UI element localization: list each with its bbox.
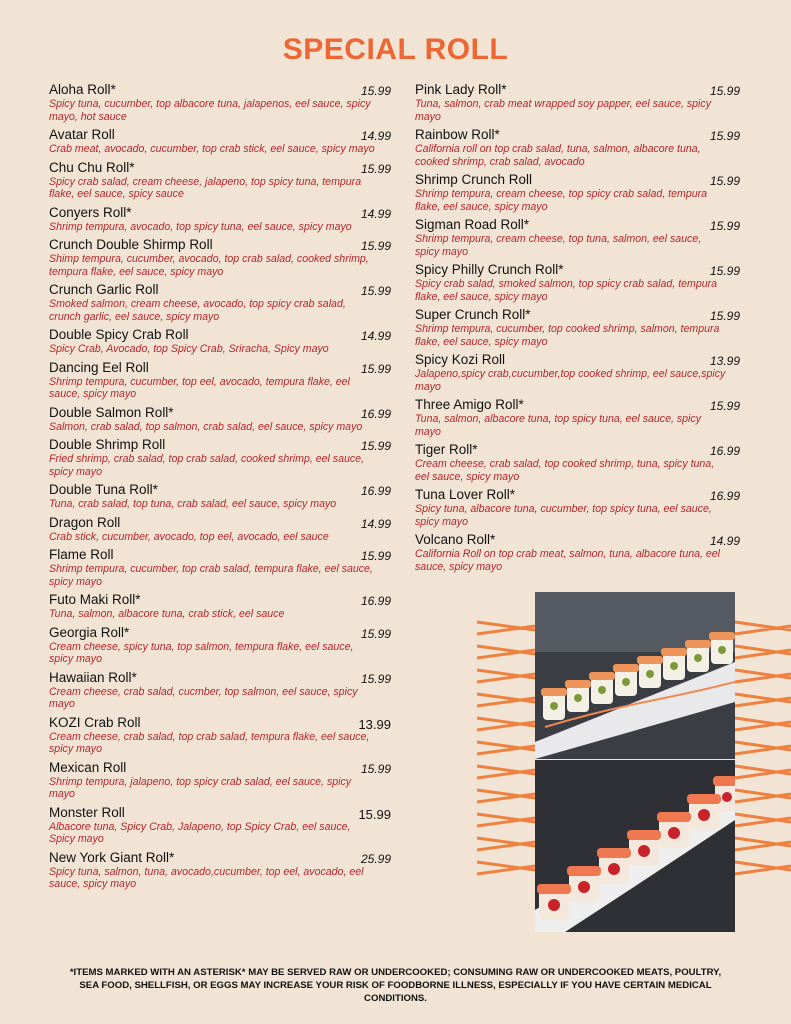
- menu-item-description: California roll on top crab salad, tuna, salmon, albacore tuna, cooked shrimp, crab salad, avocado: [415, 143, 701, 168]
- menu-item-description: Tuna, salmon, albacore tuna, top spicy tuna, eel sauce, spicy mayo: [415, 413, 701, 438]
- menu-item: [415, 217, 740, 258]
- menu-item: [49, 82, 391, 123]
- menu-item-price: 15.99: [709, 309, 740, 323]
- menu-item-price: 25.99: [360, 851, 391, 866]
- menu-item-price: 15.99: [360, 84, 391, 98]
- menu-item-name: Aloha Roll*: [49, 82, 116, 97]
- menu-item: [49, 592, 391, 621]
- menu-item-price: 14.99: [360, 129, 391, 143]
- menu-item-price: 13.99: [709, 354, 740, 368]
- menu-item-price: 16.99: [360, 594, 391, 608]
- menu-item-price: 16.99: [709, 489, 740, 503]
- menu-item-price: 15.99: [360, 671, 391, 686]
- menu-item: [49, 437, 391, 478]
- menu-item: [415, 127, 740, 168]
- menu-item-name: Conyers Roll*: [49, 204, 132, 220]
- menu-column-left: [49, 82, 391, 895]
- menu-item: [415, 442, 740, 483]
- menu-item-description: Shrimp tempura, cucumber, top crab salad, tempura flake, eel sauce, spicy mayo: [49, 563, 373, 588]
- menu-item-price: 14.99: [360, 329, 391, 343]
- menu-item-price: 15.99: [360, 549, 391, 563]
- menu-item: [415, 532, 740, 573]
- menu-item: [49, 405, 391, 434]
- menu-item-price: 15.99: [709, 219, 740, 233]
- menu-item: [49, 547, 391, 588]
- menu-item-name: Tuna Lover Roll*: [415, 487, 516, 502]
- menu-item-name: Rainbow Roll*: [415, 127, 500, 142]
- menu-item-price: 15.99: [709, 174, 740, 188]
- menu-item: [415, 487, 740, 528]
- menu-item-price: 15.99: [360, 761, 391, 776]
- menu-column-right: [415, 82, 740, 577]
- menu-item-description: Shimp tempura, cucumber, avocado, top crab salad, cooked shrimp, tempura flake, eel sauce, spicy mayo: [49, 253, 369, 278]
- menu-item: [415, 82, 740, 123]
- menu-item: [49, 282, 391, 323]
- menu-item-name: Super Crunch Roll*: [415, 307, 531, 322]
- sushi-roll-photo-top: [535, 592, 735, 759]
- menu-item-description: Jalapeno,spicy crab,cucumber,top cooked shrimp, eel sauce,spicy mayo: [415, 368, 726, 393]
- menu-item-name: Dancing Eel Roll: [49, 359, 149, 375]
- menu-item-description: Salmon, crab salad, top salmon, crab salad, eel sauce, spicy mayo: [49, 420, 363, 433]
- menu-item: [49, 237, 391, 278]
- menu-item-price: 15.99: [360, 239, 391, 253]
- menu-item-name: Volcano Roll*: [415, 532, 496, 547]
- menu-item-description: Crab stick, cucumber, avocado, top eel, avocado, eel sauce: [49, 530, 329, 543]
- menu-item: [49, 160, 391, 201]
- menu-item-price: 15.99: [709, 264, 740, 278]
- menu-item-description: Tuna, crab salad, top tuna, crab salad, eel sauce, spicy mayo: [49, 498, 337, 510]
- menu-item-description: Cream cheese, spicy tuna, top salmon, tempura flake, eel sauce, spicy mayo: [49, 640, 354, 665]
- menu-item-description: Shrimp tempura, cucumber, top cooked shrimp, salmon, tempura flake, eel sauce, spicy mayo: [415, 323, 720, 348]
- menu-item-name: Georgia Roll*: [49, 624, 130, 640]
- menu-item-description: Fried shrimp, crab salad, top crab salad, cooked shrimp, eel sauce, spicy mayo: [49, 453, 365, 478]
- menu-item: [415, 262, 740, 303]
- menu-item-name: Spicy Kozi Roll: [415, 352, 506, 367]
- menu-item-price: 15.99: [709, 84, 740, 98]
- menu-item-description: California Roll on top crab meat, salmon, tuna, albacore tuna, eel sauce, spicy mayo: [415, 548, 721, 573]
- menu-item-name: Mexican Roll: [49, 759, 127, 775]
- menu-item-name: Flame Roll: [49, 547, 114, 562]
- menu-item-price: 15.99: [360, 161, 391, 176]
- menu-item: [49, 625, 391, 666]
- menu-item-description: Albacore tuna, Spicy Crab, Jalapeno, top Spicy Crab, eel sauce, Spicy mayo: [49, 820, 351, 845]
- menu-item-description: Spicy Crab, Avocado, top Spicy Crab, Sriracha, Spicy mayo: [49, 343, 329, 355]
- menu-item: [49, 805, 391, 846]
- menu-item-name: Sigman Road Roll*: [415, 217, 530, 232]
- menu-item-description: Smoked salmon, cream cheese, avocado, top spicy crab salad, crunch garlic, eel sauce, spicy mayo: [49, 298, 346, 323]
- menu-item-description: Crab meat, avocado, cucumber, top crab stick, eel sauce, spicy mayo: [49, 143, 375, 155]
- menu-item-name: Avatar Roll: [49, 127, 115, 142]
- menu-item-name: Double Salmon Roll*: [49, 404, 174, 420]
- menu-item-price: 14.99: [709, 534, 740, 548]
- menu-item-name: Shrimp Crunch Roll: [415, 172, 533, 187]
- menu-item-price: 13.99: [358, 716, 391, 732]
- menu-item: [49, 515, 391, 544]
- menu-item: [415, 172, 740, 213]
- menu-item-description: Shrimp tempura, avocado, top spicy tuna, eel sauce, spicy mayo: [49, 220, 352, 233]
- menu-item: [415, 307, 740, 348]
- menu-item-price: 15.99: [360, 626, 391, 641]
- menu-item-description: Tuna, salmon, albacore tuna, crab stick, eel sauce: [49, 608, 285, 620]
- menu-item-name: Double Shrimp Roll: [49, 437, 166, 452]
- menu-item-name: Dragon Roll: [49, 514, 121, 530]
- menu-item-price: 15.99: [358, 806, 391, 822]
- menu-item: [49, 360, 391, 401]
- menu-item-name: Monster Roll: [49, 804, 125, 820]
- menu-item: [49, 205, 391, 234]
- menu-item-description: Spicy tuna, cucumber, top albacore tuna, jalapenos, eel sauce, spicy mayo, hot sauce: [49, 98, 371, 123]
- menu-item: [49, 127, 391, 156]
- sushi-roll-photo-bottom: [535, 760, 735, 932]
- menu-item-description: Shrimp tempura, cucumber, top eel, avocado, tempura flake, eel sauce, spicy mayo: [49, 375, 350, 400]
- menu-item-name: Crunch Garlic Roll: [49, 282, 159, 297]
- menu-item-price: 15.99: [709, 129, 740, 143]
- menu-item-price: 16.99: [360, 406, 391, 421]
- menu-item: [415, 352, 740, 393]
- menu-item-name: Chu Chu Roll*: [49, 159, 135, 175]
- menu-item-price: 16.99: [709, 444, 740, 458]
- menu-item-price: 16.99: [360, 484, 391, 498]
- menu-item-name: New York Giant Roll*: [49, 849, 175, 865]
- menu-item-description: Cream cheese, crab salad, top crab salad, tempura flake, eel sauce, spicy mayo: [49, 730, 370, 755]
- menu-item-description: Shrimp tempura, cream cheese, top spicy crab salad, tempura flake, eel sauce, spicy mayo: [415, 188, 708, 213]
- page-title: SPECIAL ROLL: [282, 33, 509, 66]
- menu-item: [415, 397, 740, 438]
- menu-item-price: 15.99: [360, 439, 391, 453]
- menu-item: [49, 850, 391, 891]
- menu-item-name: Double Spicy Crab Roll: [49, 327, 189, 342]
- menu-item: [49, 760, 391, 801]
- menu-item-name: Spicy Philly Crunch Roll*: [415, 262, 564, 277]
- menu-item: [49, 327, 391, 356]
- menu-item-price: 14.99: [360, 516, 391, 531]
- menu-item-description: Shrimp tempura, cream cheese, top tuna, salmon, eel sauce, spicy mayo: [415, 233, 702, 258]
- menu-item-description: Cream cheese, crab salad, cucmber, top salmon, eel sauce, spicy mayo: [49, 685, 358, 710]
- menu-item-description: Cream cheese, crab salad, top cooked shrimp, tuna, spicy tuna, eel sauce, spicy mayo: [415, 458, 715, 483]
- menu-item-price: 15.99: [709, 399, 740, 413]
- menu-item-name: Futo Maki Roll*: [49, 592, 141, 607]
- menu-item-description: Spicy tuna, albacore tuna, cucumber, top spicy tuna, eel sauce, spicy mayo: [415, 503, 712, 528]
- menu-item-description: Spicy crab salad, cream cheese, jalapeno, top spicy tuna, tempura flake, eel sauce, spicy sauce: [49, 175, 362, 200]
- menu-item-description: Shrimp tempura, jalapeno, top spicy crab salad, eel sauce, spicy mayo: [49, 775, 352, 800]
- menu-item: [49, 715, 391, 756]
- menu-item-name: KOZI Crab Roll: [49, 714, 141, 730]
- menu-item-name: Pink Lady Roll*: [415, 82, 507, 97]
- menu-item-name: Double Tuna Roll*: [49, 482, 158, 497]
- allergy-disclaimer: *ITEMS MARKED WITH AN ASTERISK* MAY BE SERVED RAW OR UNDERCOOKED; CONSUMING RAW OR UNDERCOOKED MEATS, POULTRY, SEA FOOD, SHELLFISH, OR EGGS MAY INCREASE YOUR RISK OF FOODBORNE ILLNESS, ESPECIALLY IF YOU HAVE CERTAIN MEDICAL CONDITIONS.: [69, 967, 722, 1004]
- menu-item-name: Three Amigo Roll*: [415, 397, 524, 412]
- menu-item-name: Crunch Double Shirmp Roll: [49, 237, 213, 252]
- menu-item-description: Tuna, salmon, crab meat wrapped soy papper, eel sauce, spicy mayo: [415, 98, 711, 123]
- menu-item-price: 15.99: [360, 284, 391, 298]
- menu-item-name: Hawaiian Roll*: [49, 669, 137, 685]
- menu-item-description: Spicy crab salad, smoked salmon, top spicy crab salad, tempura flake, eel sauce, spicy mayo: [415, 278, 718, 303]
- menu-item-name: Tiger Roll*: [415, 442, 478, 457]
- menu-item-description: Spicy tuna, salmon, tuna, avocado,cucumber, top eel, avocado, eel sauce, spicy mayo: [49, 865, 364, 890]
- menu-item: [49, 482, 391, 511]
- menu-item-price: 14.99: [360, 206, 391, 221]
- menu-item-price: 15.99: [360, 361, 391, 376]
- menu-item: [49, 670, 391, 711]
